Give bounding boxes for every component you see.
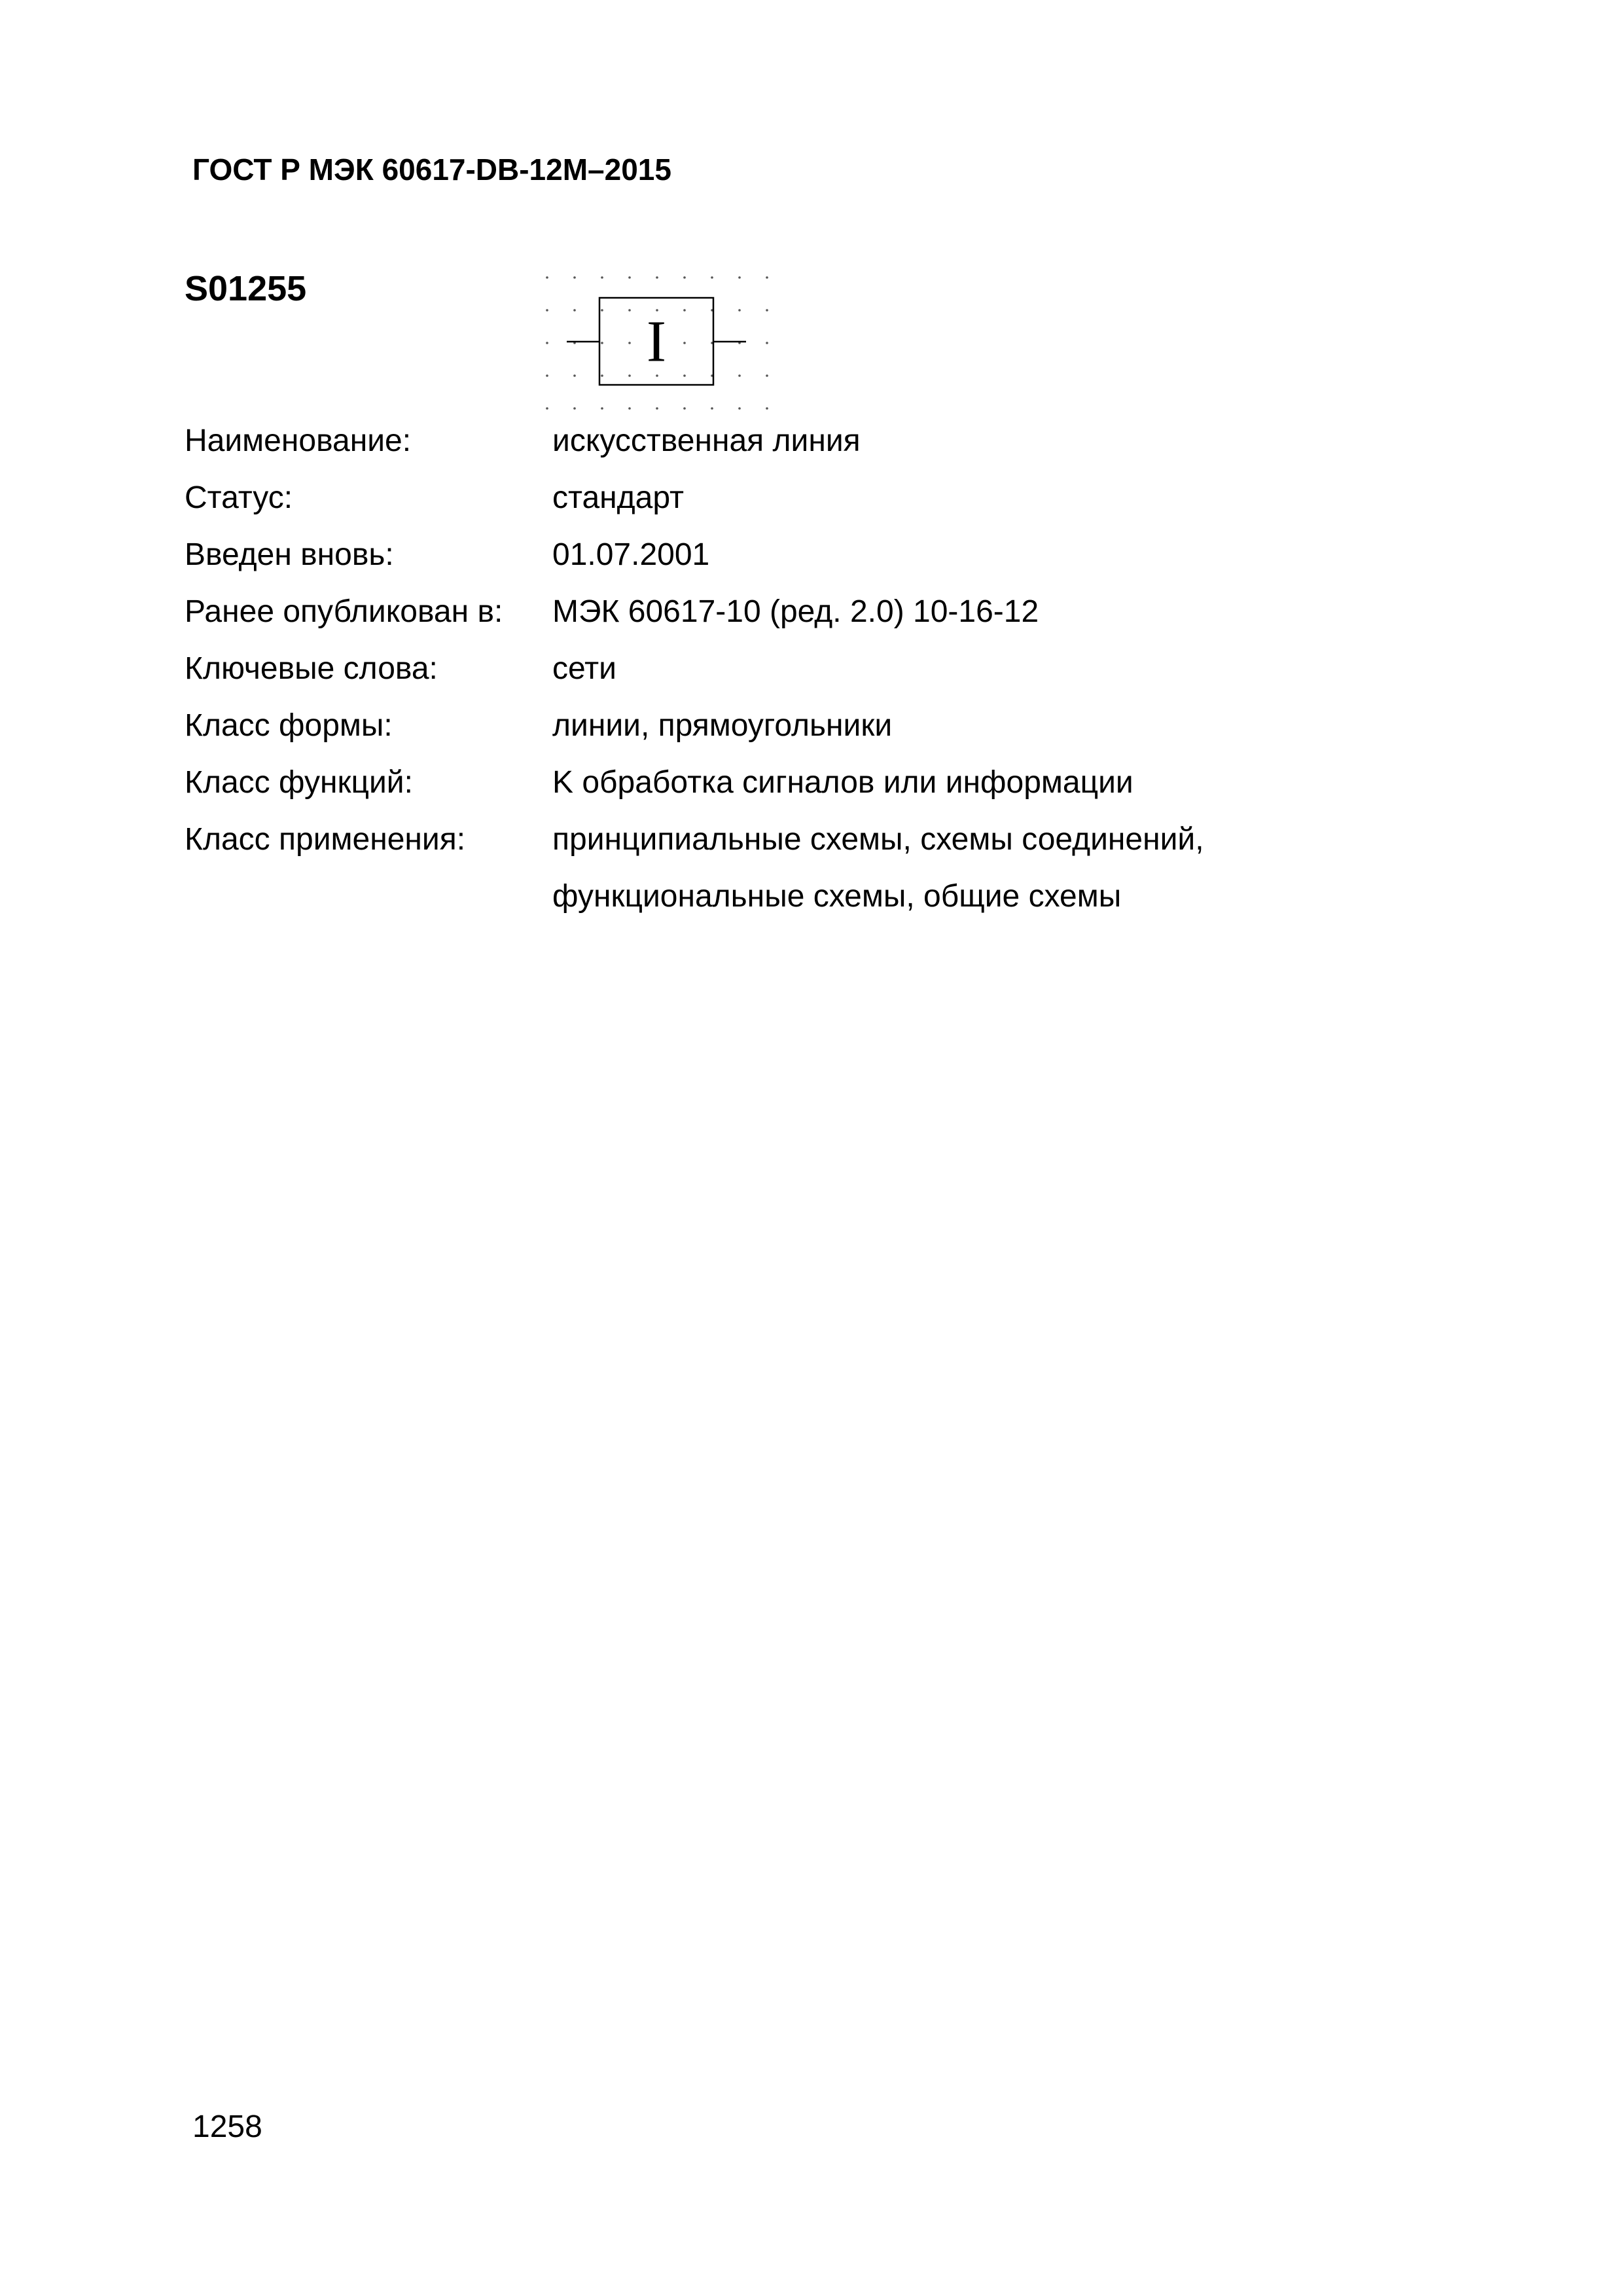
property-row (185, 767, 1428, 824)
property-label: Класс формы: (185, 708, 393, 743)
grid-dot (656, 407, 658, 410)
grid-dot (628, 407, 631, 410)
property-row (185, 881, 1428, 938)
grid-dot (546, 407, 548, 410)
property-label: Ранее опубликован в: (185, 594, 503, 629)
property-row (185, 482, 1428, 539)
grid-dot (656, 276, 658, 279)
property-value: сети (552, 651, 616, 686)
grid-dot (601, 407, 603, 410)
grid-dot (628, 374, 631, 377)
grid-dot (601, 374, 603, 377)
property-row (185, 425, 1428, 482)
symbol-glyph: I (647, 309, 666, 374)
grid-dot (766, 374, 768, 377)
grid-dot (766, 276, 768, 279)
grid-dot (573, 276, 576, 279)
property-label: Класс применения: (185, 822, 466, 857)
grid-dot (601, 276, 603, 279)
grid-dot (573, 309, 576, 312)
property-value: принципиальные схемы, схемы соединений, (552, 822, 1204, 857)
grid-dot (546, 276, 548, 279)
property-value: K обработка сигналов или информации (552, 765, 1133, 800)
grid-dot (683, 342, 686, 344)
grid-dot (683, 309, 686, 312)
grid-dot (683, 276, 686, 279)
property-value: стандарт (552, 480, 684, 515)
symbol-code: S01255 (185, 269, 307, 308)
page-number: 1258 (192, 2109, 262, 2144)
grid-dot (683, 374, 686, 377)
grid-dot (546, 374, 548, 377)
grid-dot (738, 407, 741, 410)
grid-dot (711, 276, 713, 279)
property-row (185, 653, 1428, 710)
grid-dot (711, 407, 713, 410)
property-value: линии, прямоугольники (552, 708, 893, 743)
grid-dot (573, 374, 576, 377)
property-label: Наименование: (185, 423, 412, 458)
grid-dot (656, 374, 658, 377)
property-row (185, 539, 1428, 596)
grid-dot (546, 342, 548, 344)
property-value: МЭК 60617-10 (ред. 2.0) 10-16-12 (552, 594, 1039, 629)
grid-dot (738, 276, 741, 279)
symbol-drawing (538, 268, 787, 419)
property-label: Введен вновь: (185, 537, 394, 572)
property-label: Класс функций: (185, 765, 413, 800)
property-row (185, 710, 1428, 767)
grid-dot (683, 407, 686, 410)
grid-dot (766, 407, 768, 410)
property-value: искусственная линия (552, 423, 861, 458)
property-label: Ключевые слова: (185, 651, 438, 686)
grid-dot (766, 342, 768, 344)
property-label: Статус: (185, 480, 293, 515)
grid-dot (573, 407, 576, 410)
grid-dot (766, 309, 768, 312)
grid-dot (628, 342, 631, 344)
grid-dot (546, 309, 548, 312)
grid-dot (628, 276, 631, 279)
grid-dot (601, 342, 603, 344)
property-value: 01.07.2001 (552, 537, 710, 572)
standard-designation: ГОСТ Р МЭК 60617-DB-12M–2015 (192, 152, 671, 187)
property-value: функциональные схемы, общие схемы (552, 879, 1122, 914)
grid-dot (738, 309, 741, 312)
grid-dot (601, 309, 603, 312)
property-row (185, 596, 1428, 653)
grid-dot (738, 374, 741, 377)
grid-dot (628, 309, 631, 312)
property-row (185, 824, 1428, 881)
properties-table (185, 425, 1428, 938)
